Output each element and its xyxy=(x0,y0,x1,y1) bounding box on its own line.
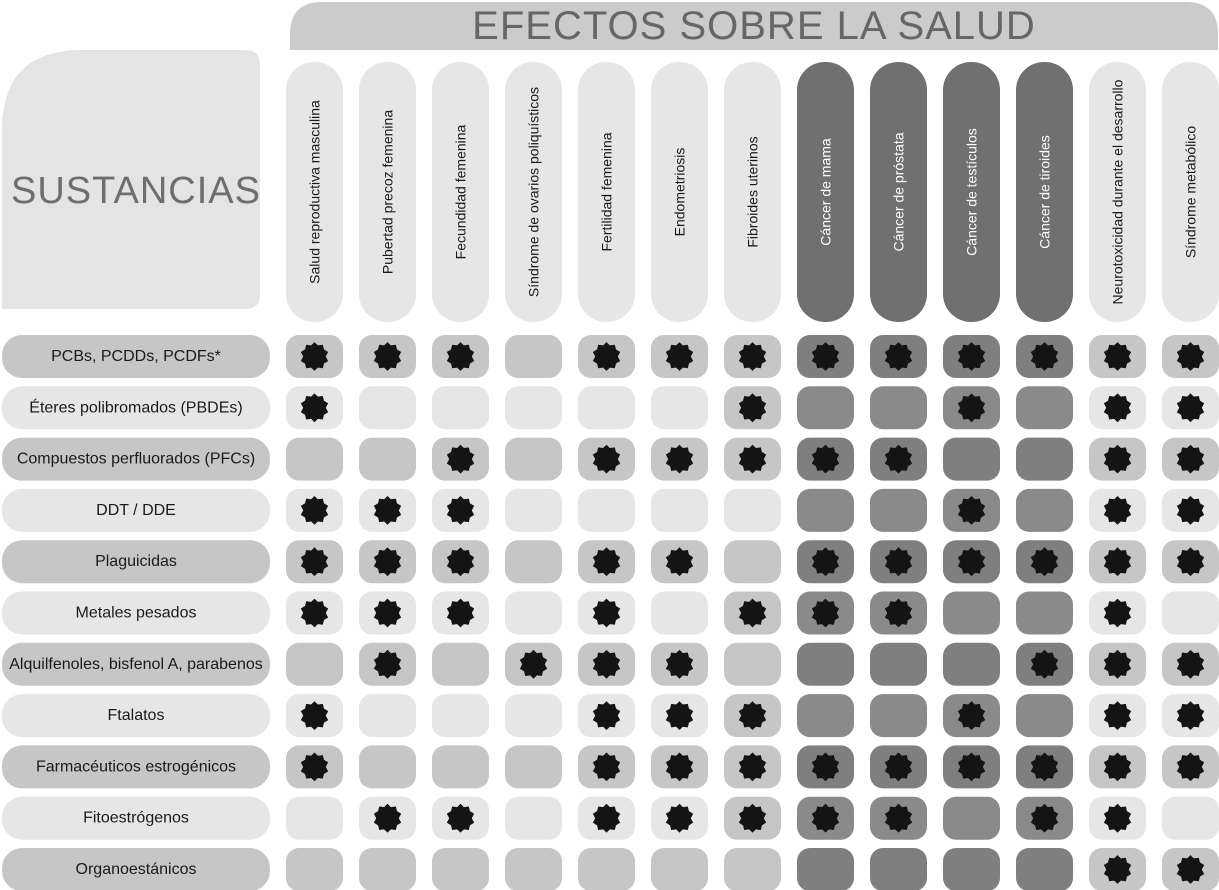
effect-cell xyxy=(870,438,927,481)
effect-cell-bg xyxy=(1016,592,1073,635)
effect-cell xyxy=(1089,335,1146,378)
effect-cell xyxy=(578,797,635,840)
effect-cell xyxy=(797,540,854,583)
effect-cell xyxy=(432,489,489,532)
row-label-text: Fitoestrógenos xyxy=(83,809,189,827)
effect-cell xyxy=(578,540,635,583)
row-label-text: Organoestánicos xyxy=(75,861,197,878)
effect-cell xyxy=(797,438,854,481)
effect-cell xyxy=(1089,694,1146,737)
row-label xyxy=(2,438,270,481)
effect-cell xyxy=(505,745,562,788)
effect-cell xyxy=(432,592,489,635)
column-header xyxy=(1016,62,1073,322)
effect-cell xyxy=(578,489,635,532)
row-label-text: Compuestos perfluorados (PFCs) xyxy=(16,450,256,468)
column-header-label: Cáncer de próstata xyxy=(890,132,907,252)
effect-cell-bg xyxy=(505,797,562,840)
effect-cell xyxy=(505,540,562,583)
effect-cell-bg xyxy=(1016,848,1073,890)
effect-cell xyxy=(432,745,489,788)
effect-cell xyxy=(651,592,708,635)
effect-cell xyxy=(1162,694,1219,737)
effect-cell xyxy=(578,643,635,686)
effect-cell xyxy=(870,694,927,737)
column-header-label: Neurotoxicidad durante el desarrollo xyxy=(1109,79,1126,305)
chart-title: EFECTOS SOBRE LA SALUD xyxy=(472,4,1036,48)
effect-cell xyxy=(1016,848,1073,890)
effect-cell-bg xyxy=(505,386,562,429)
effect-cell-bg xyxy=(943,592,1000,635)
effect-cell xyxy=(651,745,708,788)
effect-cell xyxy=(578,438,635,481)
effect-cell-bg xyxy=(286,438,343,481)
effect-cell xyxy=(797,489,854,532)
effect-cell xyxy=(578,386,635,429)
effect-cell xyxy=(724,489,781,532)
effect-cell xyxy=(943,643,1000,686)
row-label-text: Éteres polibromados (PBDEs) xyxy=(29,399,243,417)
effect-cell xyxy=(432,335,489,378)
effect-cell xyxy=(797,386,854,429)
column-header-label: Fecundidad femenina xyxy=(452,124,469,260)
column-header-label: Endometriosis xyxy=(671,147,688,237)
column-header-label: Cáncer de mama xyxy=(817,138,834,246)
effect-cell xyxy=(1016,592,1073,635)
effect-cell xyxy=(359,848,416,890)
row-header-label: SUSTANCIAS xyxy=(10,170,262,212)
effect-cell xyxy=(943,848,1000,890)
effect-cell-bg xyxy=(651,489,708,532)
row-label-text: Farmacéuticos estrogénicos xyxy=(35,758,237,776)
row-label-text: Plaguicidas xyxy=(95,553,177,571)
column-headers xyxy=(286,62,1219,322)
effect-cell-bg xyxy=(943,643,1000,686)
row-label xyxy=(2,797,270,840)
effect-cell-bg xyxy=(1016,694,1073,737)
effect-cell-bg xyxy=(870,643,927,686)
effect-cell xyxy=(1089,848,1146,890)
effect-cell xyxy=(870,797,927,840)
effect-cell xyxy=(286,592,343,635)
column-header xyxy=(578,62,635,322)
effect-cell xyxy=(432,694,489,737)
effect-cell xyxy=(286,797,343,840)
column-header-label: Síndrome de ovarios poliquísticos xyxy=(525,86,542,298)
effect-cell xyxy=(1162,797,1219,840)
effect-cell-bg xyxy=(1016,386,1073,429)
effect-cell xyxy=(943,592,1000,635)
effect-cell xyxy=(1089,592,1146,635)
effect-cell xyxy=(578,745,635,788)
column-header xyxy=(1089,62,1146,322)
column-header xyxy=(724,62,781,322)
effect-cell xyxy=(1089,386,1146,429)
row-labels xyxy=(2,335,270,890)
effect-cell xyxy=(1016,489,1073,532)
effect-cell xyxy=(578,592,635,635)
effect-cell xyxy=(359,745,416,788)
effect-cell-bg xyxy=(578,489,635,532)
effect-cell-bg xyxy=(1016,489,1073,532)
effect-cell xyxy=(286,694,343,737)
row-label xyxy=(2,592,270,635)
column-header xyxy=(870,62,927,322)
effect-cell xyxy=(432,848,489,890)
row-label xyxy=(2,489,270,532)
effect-cell-bg xyxy=(797,386,854,429)
effect-cell-bg xyxy=(578,386,635,429)
effect-cell xyxy=(724,848,781,890)
effect-cell xyxy=(1162,745,1219,788)
effect-cell-bg xyxy=(432,694,489,737)
effect-cell-bg xyxy=(797,489,854,532)
effect-cell xyxy=(359,489,416,532)
effect-cell xyxy=(1089,643,1146,686)
effect-cell xyxy=(724,592,781,635)
effect-cell xyxy=(1016,745,1073,788)
row-label-text: Ftalatos xyxy=(107,707,165,725)
effect-cell xyxy=(1016,643,1073,686)
title-banner xyxy=(290,2,1218,50)
effect-cell xyxy=(870,540,927,583)
effect-cell xyxy=(943,694,1000,737)
effect-cell xyxy=(797,797,854,840)
effect-cell xyxy=(651,797,708,840)
effect-cell-bg xyxy=(359,438,416,481)
effect-cell-bg xyxy=(724,540,781,583)
effect-cell xyxy=(870,489,927,532)
effect-cell xyxy=(870,335,927,378)
effect-cell xyxy=(505,694,562,737)
effect-cell-bg xyxy=(797,694,854,737)
effect-cell xyxy=(651,438,708,481)
effect-cell xyxy=(505,386,562,429)
effect-cell xyxy=(1016,438,1073,481)
effect-cell xyxy=(943,335,1000,378)
effect-cell xyxy=(578,848,635,890)
effect-cell xyxy=(797,335,854,378)
effect-cell xyxy=(286,848,343,890)
effect-cell xyxy=(505,438,562,481)
row-label xyxy=(2,643,270,686)
effect-cell xyxy=(286,745,343,788)
effect-cell-bg xyxy=(286,797,343,840)
effect-cell xyxy=(359,335,416,378)
effect-cell xyxy=(359,592,416,635)
effect-cell xyxy=(1016,540,1073,583)
effect-cell xyxy=(870,848,927,890)
effect-cell-bg xyxy=(432,643,489,686)
effect-cell xyxy=(1089,438,1146,481)
effect-cell-bg xyxy=(505,438,562,481)
effect-cell-bg xyxy=(943,848,1000,890)
effect-cell-bg xyxy=(651,848,708,890)
effect-cell xyxy=(797,745,854,788)
effect-cell-bg xyxy=(578,848,635,890)
effect-cell xyxy=(1089,489,1146,532)
effect-cell xyxy=(505,592,562,635)
column-header xyxy=(359,62,416,322)
column-header xyxy=(432,62,489,322)
column-header-label: Salud reproductiva masculina xyxy=(306,100,323,284)
effect-cell xyxy=(1162,540,1219,583)
effect-cell xyxy=(505,489,562,532)
effect-cell xyxy=(870,592,927,635)
effect-cell-bg xyxy=(1016,438,1073,481)
effect-cell-bg xyxy=(505,335,562,378)
effect-cell xyxy=(724,540,781,583)
effect-cell xyxy=(943,489,1000,532)
effect-cell-bg xyxy=(359,386,416,429)
effect-cell xyxy=(651,643,708,686)
effect-cell xyxy=(286,335,343,378)
effect-cell xyxy=(578,335,635,378)
effect-cells xyxy=(286,335,1219,890)
effect-cell xyxy=(286,386,343,429)
effect-cell xyxy=(797,694,854,737)
effect-cell-bg xyxy=(432,386,489,429)
effect-cell-bg xyxy=(943,438,1000,481)
effect-cell-bg xyxy=(432,745,489,788)
effect-cell xyxy=(870,643,927,686)
effect-cell-bg xyxy=(359,694,416,737)
row-label xyxy=(2,694,270,737)
effect-cell xyxy=(651,386,708,429)
effect-cell-bg xyxy=(286,643,343,686)
column-header-label: Cáncer de testículos xyxy=(963,128,980,256)
effect-cell-bg xyxy=(870,489,927,532)
effect-cell xyxy=(797,643,854,686)
row-label xyxy=(2,335,270,378)
effect-cell xyxy=(359,643,416,686)
effect-cell xyxy=(1016,797,1073,840)
effect-cell-bg xyxy=(286,848,343,890)
effect-cell-bg xyxy=(724,643,781,686)
effect-cell-bg xyxy=(724,848,781,890)
effect-cell-bg xyxy=(505,540,562,583)
column-header-label: Síndrome metabólico xyxy=(1182,125,1199,259)
effect-cell-bg xyxy=(870,386,927,429)
effect-cell xyxy=(286,540,343,583)
effect-cell xyxy=(1162,335,1219,378)
column-header-label: Fertilidad femenina xyxy=(598,132,615,252)
effect-cell-bg xyxy=(505,592,562,635)
effect-cell xyxy=(797,848,854,890)
effect-cell xyxy=(651,489,708,532)
effect-cell xyxy=(870,386,927,429)
column-header xyxy=(1162,62,1219,322)
effect-cell xyxy=(505,643,562,686)
effect-cell xyxy=(1089,540,1146,583)
row-label-text: PCBs, PCDDs, PCDFs* xyxy=(51,348,221,365)
effect-cell xyxy=(651,848,708,890)
effect-cell xyxy=(1016,335,1073,378)
effect-cell xyxy=(724,694,781,737)
effect-cell xyxy=(943,438,1000,481)
row-label xyxy=(2,386,270,429)
effect-cell-bg xyxy=(359,745,416,788)
row-header-box xyxy=(2,50,261,309)
effect-cell xyxy=(724,335,781,378)
effect-cell xyxy=(943,540,1000,583)
effect-cell xyxy=(724,386,781,429)
effect-cell xyxy=(505,335,562,378)
effect-cell xyxy=(432,797,489,840)
row-label-text: Metales pesados xyxy=(75,604,197,622)
effect-cell xyxy=(724,643,781,686)
row-label-text: DDT / DDE xyxy=(96,501,176,519)
effect-cell xyxy=(651,540,708,583)
effect-cell-bg xyxy=(505,694,562,737)
effect-cell-bg xyxy=(651,592,708,635)
column-header-label: Cáncer de tiroides xyxy=(1036,135,1053,249)
effect-cell xyxy=(359,694,416,737)
effect-cell-bg xyxy=(870,848,927,890)
effect-cell xyxy=(724,745,781,788)
effect-cell xyxy=(1162,643,1219,686)
row-label xyxy=(2,540,270,583)
effect-cell xyxy=(286,643,343,686)
effect-cell-bg xyxy=(943,797,1000,840)
effect-cell xyxy=(359,797,416,840)
row-label-text: Alquilfenoles, bisfenol A, parabenos xyxy=(9,655,263,673)
effect-cell xyxy=(1016,386,1073,429)
effect-cell-bg xyxy=(651,386,708,429)
column-header xyxy=(505,62,562,322)
effect-cell-bg xyxy=(505,489,562,532)
effect-cell-bg xyxy=(1162,797,1219,840)
effect-cell-bg xyxy=(505,848,562,890)
effect-cell xyxy=(359,386,416,429)
effect-cell xyxy=(870,745,927,788)
column-header xyxy=(651,62,708,322)
effect-cell xyxy=(505,797,562,840)
effect-cell xyxy=(1089,745,1146,788)
effect-cell xyxy=(359,438,416,481)
effect-cell xyxy=(943,745,1000,788)
effect-cell-bg xyxy=(432,848,489,890)
effect-cell xyxy=(724,797,781,840)
effect-cell xyxy=(1162,592,1219,635)
effect-cell xyxy=(286,489,343,532)
column-header xyxy=(286,62,343,322)
effect-cell-bg xyxy=(505,745,562,788)
effect-cell xyxy=(943,797,1000,840)
column-header xyxy=(797,62,854,322)
effect-cell-bg xyxy=(870,694,927,737)
effect-cell-bg xyxy=(797,848,854,890)
effect-cell-bg xyxy=(1162,592,1219,635)
effect-cell xyxy=(724,438,781,481)
effect-cell xyxy=(432,386,489,429)
effect-cell xyxy=(432,643,489,686)
effect-cell xyxy=(651,694,708,737)
row-label xyxy=(2,745,270,788)
effect-cell xyxy=(1089,797,1146,840)
effect-cell xyxy=(943,386,1000,429)
effect-cell xyxy=(432,540,489,583)
column-header xyxy=(943,62,1000,322)
effect-cell xyxy=(1162,386,1219,429)
effect-cell xyxy=(1162,848,1219,890)
effect-cell xyxy=(651,335,708,378)
effect-cell-bg xyxy=(797,643,854,686)
row-label xyxy=(2,848,270,890)
effect-cell xyxy=(1162,489,1219,532)
effect-cell xyxy=(1016,694,1073,737)
effect-cell-bg xyxy=(359,848,416,890)
column-header-label: Fibroides uterinos xyxy=(744,136,761,248)
effect-cell xyxy=(432,438,489,481)
effect-cell xyxy=(286,438,343,481)
effect-cell xyxy=(797,592,854,635)
effect-cell xyxy=(1162,438,1219,481)
effect-cell-bg xyxy=(724,489,781,532)
effect-cell xyxy=(578,694,635,737)
effect-cell xyxy=(505,848,562,890)
column-header-label: Pubertad precoz femenina xyxy=(379,109,396,275)
effect-cell xyxy=(359,540,416,583)
